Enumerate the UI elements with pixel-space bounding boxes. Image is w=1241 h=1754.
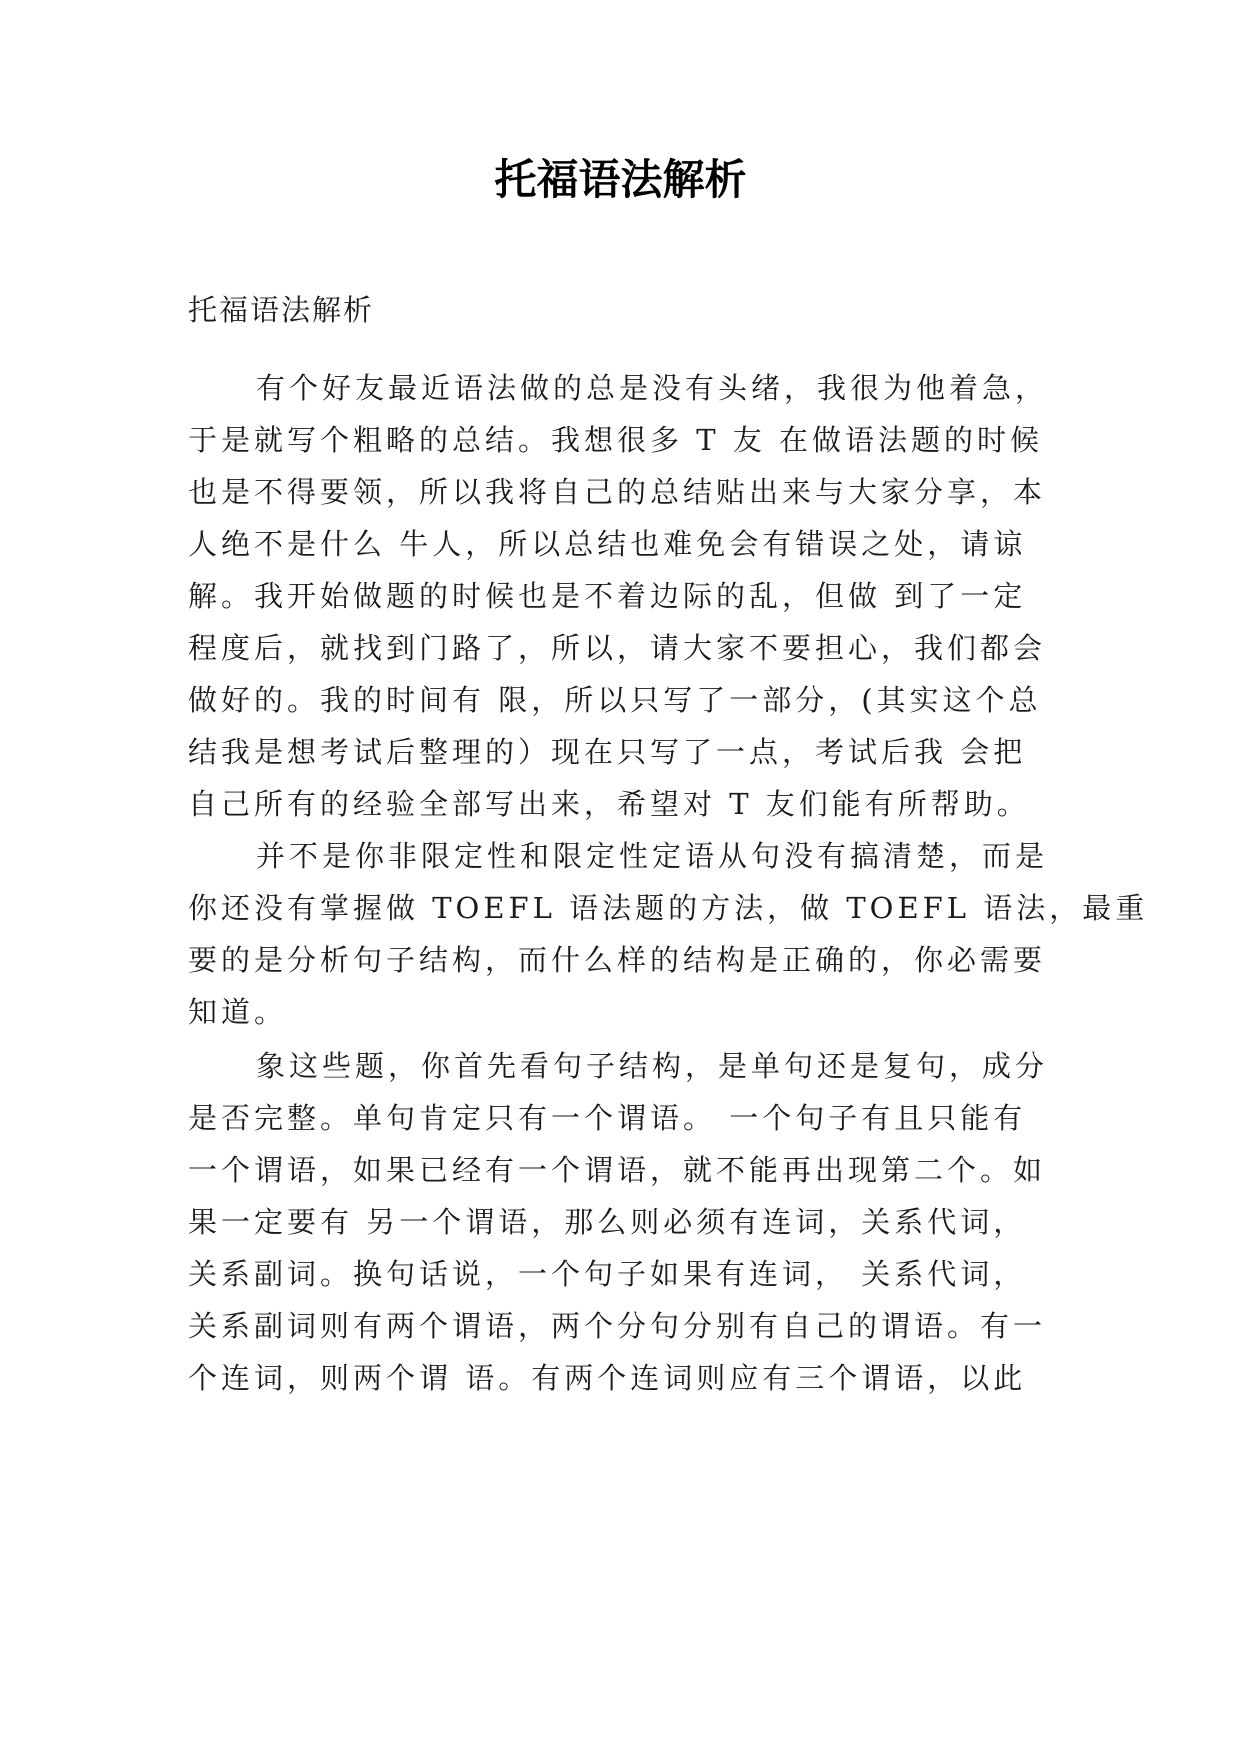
paragraph-line: 程度后，就找到门路了，所以，请大家不要担心，我们都会 — [188, 631, 1047, 665]
paragraph-line: 并不是你非限定性和限定性定语从句没有搞清楚，而是 — [256, 839, 1049, 873]
paragraph-line: 知道。 — [188, 995, 288, 1029]
paragraph-line: 个连词，则两个谓 语。有两个连词则应有三个谓语，以此 — [188, 1361, 1027, 1395]
paragraph-line: 关系副词则有两个谓语，两个分句分别有自己的谓语。有一 — [188, 1309, 1047, 1343]
paragraph-line: 有个好友最近语法做的总是没有头绪，我很为他着急， — [256, 371, 1049, 405]
paragraph-line: 解。我开始做题的时候也是不着边际的乱，但做 到了一定 — [188, 579, 1027, 613]
paragraph-line: 于是就写个粗略的总结。我想很多 T 友 在做语法题的时候 — [188, 423, 1043, 457]
paragraph-line: 象这些题，你首先看句子结构，是单句还是复句，成分 — [256, 1049, 1049, 1083]
paragraph-line: 做好的。我的时间有 限，所以只写了一部分，(其实这个总 — [188, 683, 1042, 717]
paragraph-line: 果一定要有 另一个谓语，那么则必须有连词，关系代词， — [188, 1205, 1027, 1239]
paragraph-line: 一个谓语，如果已经有一个谓语，就不能再出现第二个。如 — [188, 1153, 1047, 1187]
paragraph-line: 人绝不是什么 牛人，所以总结也难免会有错误之处，请谅 — [188, 527, 1027, 561]
document-subtitle: 托福语法解析 — [188, 293, 375, 327]
paragraph-line: 也是不得要领，所以我将自己的总结贴出来与大家分享，本 — [188, 475, 1047, 509]
paragraph-line: 你还没有掌握做 TOEFL 语法题的方法，做 TOEFL 语法，最重 — [188, 891, 1149, 925]
paragraph-line: 自己所有的经验全部写出来，希望对 T 友们能有所帮助。 — [188, 787, 1030, 821]
document-title: 托福语法解析 — [494, 155, 747, 204]
paragraph-line: 结我是想考试后整理的）现在只写了一点，考试后我 会把 — [188, 735, 1027, 769]
paragraph-line: 要的是分析句子结构，而什么样的结构是正确的，你必需要 — [188, 943, 1047, 977]
paragraph-line: 关系副词。换句话说，一个句子如果有连词， 关系代词， — [188, 1257, 1027, 1291]
paragraph-line: 是否完整。单句肯定只有一个谓语。 一个句子有且只能有 — [188, 1101, 1027, 1135]
